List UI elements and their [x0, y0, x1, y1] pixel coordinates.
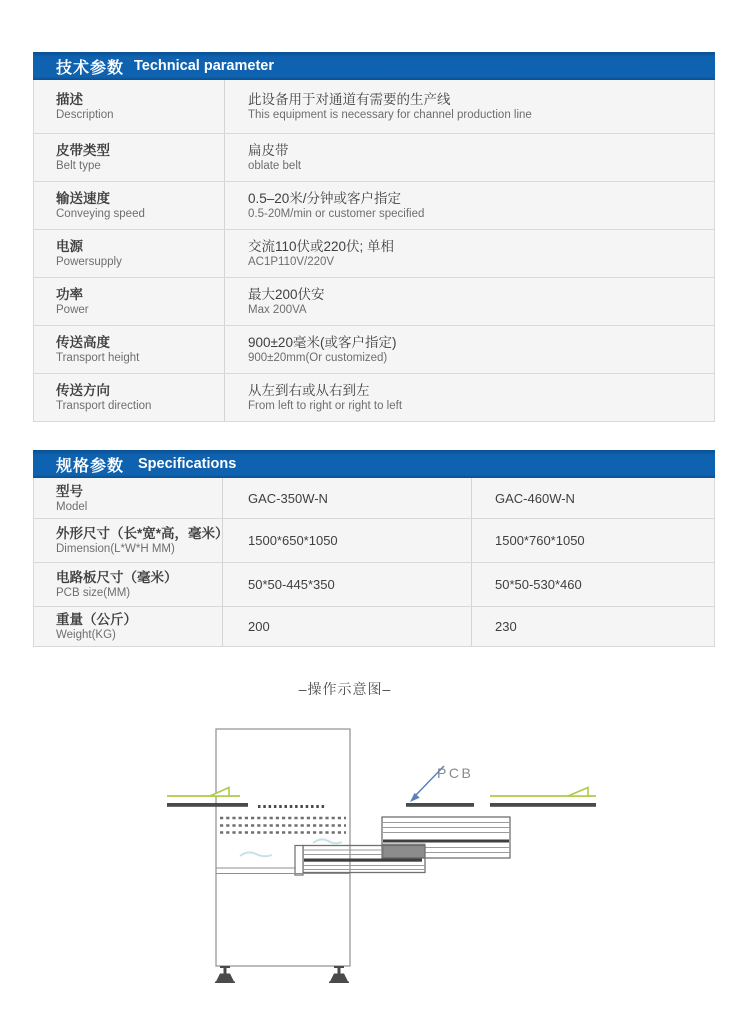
specifications-table [33, 450, 715, 647]
cell-value: 50*50-445*350 [248, 577, 335, 592]
technical-table-body [33, 80, 715, 422]
table-row-dimension [34, 518, 714, 562]
row-label-en: Power [56, 304, 89, 316]
row-label-en: Weight(KG) [56, 629, 116, 641]
row-label-en: Transport height [56, 352, 140, 364]
row-label-zh: 输送速度 [56, 191, 110, 206]
specifications-header [33, 450, 715, 478]
left-belt-bar [167, 803, 248, 807]
row-value-zh: 此设备用于对通道有需要的生产线 [248, 92, 451, 107]
row-value [225, 182, 714, 229]
pcb-label: PCB [437, 765, 474, 781]
technical-title-zh: 技术参数 [56, 59, 125, 77]
machine-cabinet [216, 729, 350, 966]
table-row-powersupply [34, 229, 714, 277]
row-value-zh: 从左到右或从右到左 [248, 383, 370, 398]
row-label [34, 374, 225, 421]
cell-value: 200 [248, 619, 270, 634]
right-direction-arrow-icon [568, 788, 588, 797]
row-label-zh: 功率 [56, 287, 83, 302]
conveyor-segment-upper [382, 817, 510, 858]
row-label [34, 182, 225, 229]
row-label-en: Conveying speed [56, 208, 145, 220]
technical-parameter-header [33, 52, 715, 80]
row-label-en: PCB size(MM) [56, 587, 131, 599]
row-value [225, 134, 714, 181]
row-label [34, 230, 225, 277]
table-row-pcb-size [34, 562, 714, 606]
table-row-weight [34, 606, 714, 646]
weight-col1-cell [223, 607, 472, 646]
row-label-en: Description [56, 109, 114, 121]
row-label-zh: 传送方向 [56, 383, 110, 398]
row-value [225, 230, 714, 277]
row-label [34, 607, 223, 646]
row-value-en: 0.5-20M/min or customer specified [248, 208, 425, 220]
right-belt-bar [490, 803, 596, 807]
row-label-en: Belt type [56, 160, 101, 172]
row-label-zh: 传送高度 [56, 335, 110, 350]
row-label-zh: 皮带类型 [56, 143, 110, 158]
operation-diagram [0, 700, 750, 1036]
row-label [34, 80, 225, 133]
row-label-zh: 型号 [56, 483, 83, 499]
row-label-zh: 电路板尺寸（毫米） [56, 570, 178, 585]
table-row-conveying-speed [34, 181, 714, 229]
technical-parameter-table [33, 52, 715, 422]
row-value [225, 374, 714, 421]
pcb-size-col2-cell [472, 563, 714, 606]
cabinet-foot-left [215, 966, 235, 983]
table-row-model [34, 478, 714, 518]
table-row-transport-height [34, 325, 714, 373]
pcb-arrow-icon [410, 793, 420, 802]
spec-title-zh: 规格参数 [56, 457, 125, 475]
row-value-en: oblate belt [248, 160, 302, 172]
pcb-size-col1-cell [223, 563, 472, 606]
pcb-belt-bar [406, 803, 474, 807]
row-value-zh: 交流110伏或220伏; 单相 [248, 239, 395, 254]
row-label [34, 278, 225, 325]
row-value-zh: 扁皮带 [248, 143, 289, 158]
table-row-transport-direction [34, 373, 714, 421]
cell-value: GAC-350W-N [248, 490, 328, 506]
row-value-zh: 最大200伏安 [248, 287, 325, 302]
cell-value: 1500*760*1050 [495, 533, 585, 548]
cell-value: 230 [495, 619, 517, 634]
specifications-table-body [33, 478, 715, 647]
dimension-col1-cell [223, 519, 472, 562]
row-label-zh: 电源 [56, 239, 83, 254]
row-label-zh: 重量（公斤） [56, 612, 137, 627]
weight-col2-cell [472, 607, 714, 646]
row-label-en: Transport direction [56, 400, 152, 412]
row-label-en: Powersupply [56, 256, 122, 268]
model-gac-460w-n-cell [472, 478, 714, 518]
row-label [34, 326, 225, 373]
cell-value: 1500*650*1050 [248, 533, 338, 548]
row-label-zh: 描述 [56, 92, 83, 107]
cell-value: 50*50-530*460 [495, 577, 582, 592]
row-value-en: This equipment is necessary for channel production line [248, 109, 532, 121]
row-label [34, 134, 225, 181]
operation-diagram-caption: –操作示意图– [298, 681, 392, 697]
row-label-en: Model [56, 500, 88, 513]
spec-title-en: Specifications [138, 456, 237, 472]
technical-title-en: Technical parameter [134, 58, 274, 74]
row-label-zh: 外形尺寸（长*宽*高，毫米） [56, 526, 229, 541]
pcb-pointer-line [414, 766, 444, 797]
row-label-en: Dimension(L*W*H MM) [56, 543, 175, 555]
row-label [34, 478, 223, 518]
row-value [225, 278, 714, 325]
row-value-en: From left to right or right to left [248, 400, 403, 412]
cell-value: GAC-460W-N [495, 490, 575, 506]
model-gac-350w-n-cell [223, 478, 472, 518]
row-value-en: 900±20mm(Or customized) [248, 352, 388, 364]
row-value [225, 326, 714, 373]
row-label [34, 563, 223, 606]
row-value-zh: 900±20毫米(或客户指定) [248, 335, 397, 350]
row-value-en: AC1P110V/220V [248, 256, 335, 268]
table-row-power [34, 277, 714, 325]
row-value [225, 80, 714, 133]
table-row-belt-type [34, 133, 714, 181]
row-value-en: Max 200VA [248, 304, 307, 316]
cabinet-foot-right [329, 966, 349, 983]
table-row-description [34, 80, 714, 133]
row-label [34, 519, 229, 562]
dimension-col2-cell [472, 519, 714, 562]
row-value-zh: 0.5–20米/分钟或客户指定 [248, 191, 402, 206]
